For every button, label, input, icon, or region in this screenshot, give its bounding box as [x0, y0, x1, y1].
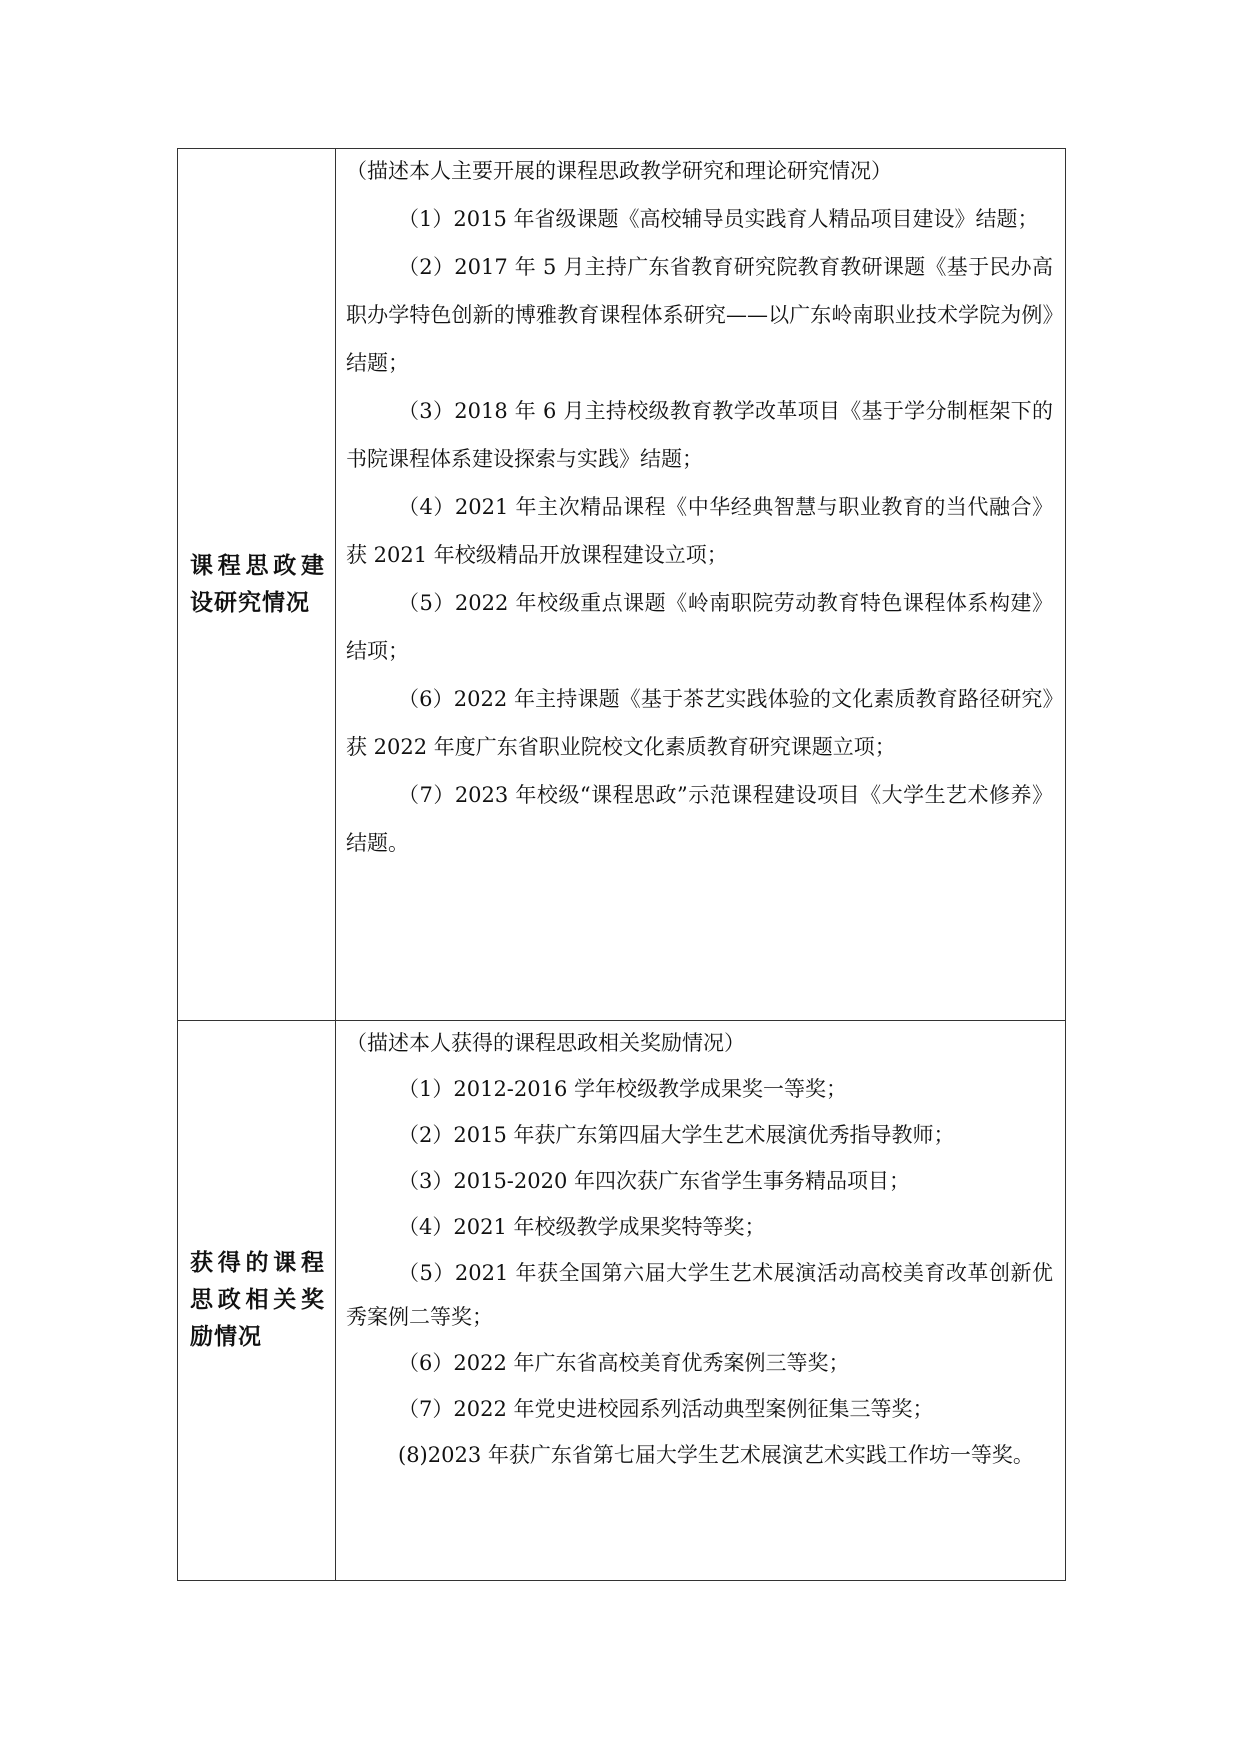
row-label-cell [178, 149, 336, 1020]
research-row [178, 149, 1065, 1020]
award-item: （5）2021 年获全国第六届大学生艺术展演活动高校美育改革创新优秀案例二等奖； [346, 1261, 1053, 1329]
award-item: （6）2022 年广东省高校美育优秀案例三等奖； [398, 1351, 850, 1375]
research-item: （5）2022 年校级重点课题《岭南职院劳动教育特色课程体系构建》结项； [346, 591, 1053, 663]
awards-label: 获得的课程思政相关奖励情况 [190, 1250, 325, 1350]
research-item: （7）2023 年校级“课程思政”示范课程建设项目《大学生艺术修养》结题。 [346, 783, 1053, 855]
research-item: （2）2017 年 5 月主持广东省教育研究院教育教研课题《基于民办高职办学特色创新的博雅教育课程体系研究——以广东岭南职业技术学院为例》结题； [346, 255, 1053, 375]
research-intro: （描述本人主要开展的课程思政教学研究和理论研究情况） [346, 159, 892, 183]
award-item: （4）2021 年校级教学成果奖特等奖； [398, 1215, 766, 1239]
awards-row [178, 1020, 1065, 1580]
award-item: （7）2022 年党史进校园系列活动典型案例征集三等奖； [398, 1397, 934, 1421]
research-item: （1）2015 年省级课题《高校辅导员实践育人精品项目建设》结题； [398, 207, 1039, 231]
row-label-cell [178, 1021, 336, 1580]
awards-content [336, 1021, 1065, 1580]
research-item: （4）2021 年主次精品课程《中华经典智慧与职业教育的当代融合》获 2021 年校级精品开放课程建设立项； [346, 495, 1053, 567]
award-item: （1）2012-2016 学年校级教学成果奖一等奖； [398, 1077, 848, 1101]
research-content [336, 149, 1065, 1020]
award-item: (8)2023 年获广东省第七届大学生艺术展演艺术实践工作坊一等奖。 [398, 1443, 1034, 1467]
info-table [177, 148, 1066, 1581]
research-item: （6）2022 年主持课题《基于茶艺实践体验的文化素质教育路径研究》获 2022 年度广东省职业院校文化素质教育研究课题立项； [346, 687, 1053, 759]
research-item: （3）2018 年 6 月主持校级教育教学改革项目《基于学分制框架下的书院课程体系建设探索与实践》结题； [346, 399, 1053, 471]
award-item: （2）2015 年获广东第四届大学生艺术展演优秀指导教师； [398, 1123, 955, 1147]
awards-intro: （描述本人获得的课程思政相关奖励情况） [346, 1031, 745, 1055]
research-label: 课程思政建设研究情况 [190, 552, 325, 616]
award-item: （3）2015-2020 年四次获广东省学生事务精品项目； [398, 1169, 911, 1193]
